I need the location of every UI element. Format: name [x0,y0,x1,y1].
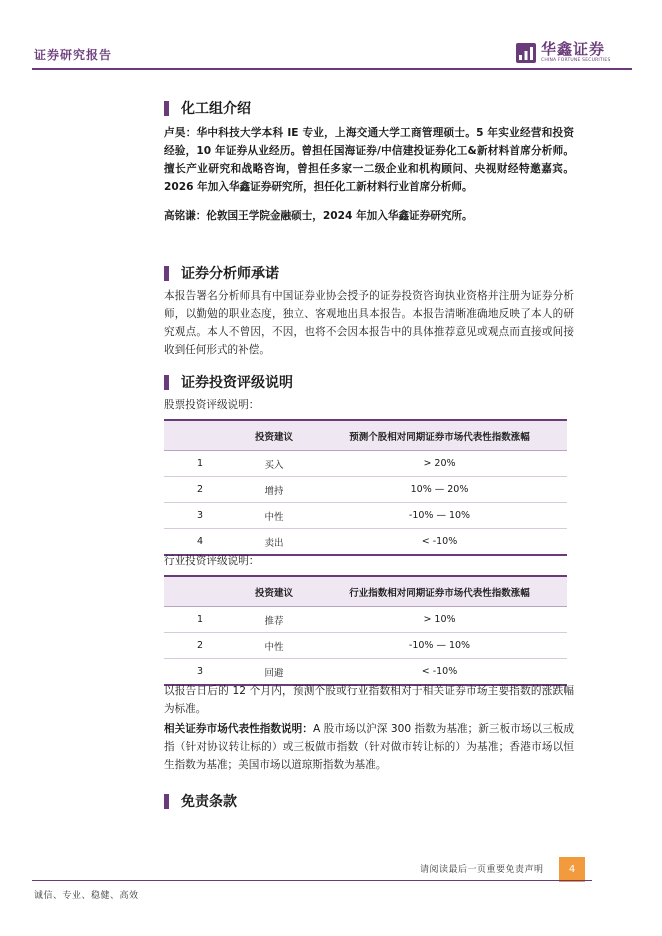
heading-bar-icon [164,101,169,116]
rating-range: > 20% [312,451,567,477]
rating-period-note: 以报告日后的 12 个月内，预测个股或行业指数相对于相关证券市场主要指数的涨跌幅为标准。 [164,685,574,715]
logo-chinese-name: 华鑫证券 [541,40,606,58]
rating-range: 10% — 20% [312,477,567,503]
disclaimer-section-heading [164,791,237,811]
member-bio-luhao [164,124,574,196]
heading-bar-icon [164,266,169,281]
index-explanation-label: 相关证券市场代表性指数说明： [164,723,313,735]
rating-label: 回避 [236,659,312,686]
table-header-cell [164,576,236,607]
rating-label: 中性 [236,633,312,659]
rating-label: 买入 [236,451,312,477]
logo-mark-icon [515,42,537,64]
rating-range: -10% — 10% [312,503,567,529]
heading-bar-icon [164,794,169,809]
row-index: 3 [164,659,236,686]
table-header-row [164,420,567,451]
stock-rating-label: 股票投资评级说明： [164,399,260,411]
table-header-cell: 投资建议 [236,420,312,451]
industry-rating-table [164,575,567,686]
rating-range: -10% — 10% [312,633,567,659]
member-name: 高铭谦： [164,210,207,222]
member-bio-gaomingqian [164,207,574,225]
stock-rating-table [164,419,567,556]
report-type-title: 证券研究报告 [34,48,113,62]
table-header-row [164,576,567,607]
commitment-heading-text: 证券分析师承诺 [181,266,279,282]
table-row [164,503,567,529]
rating-range: > 10% [312,607,567,633]
heading-bar-icon [164,375,169,390]
commitment-paragraph: 本报告署名分析师具有中国证券业协会授予的证券投资咨询执业资格并注册为证券分析师，以勤勉的职业态度，独立、客观地出具本报告。本报告清晰准确地反映了本人的研究观点。本人不曾因，不因，也将不会因本报告中的具体推荐意见或观点而直接或间接收到任何形式的补偿。 [164,290,574,356]
table-row [164,477,567,503]
rating-label: 卖出 [236,529,312,556]
table-header-cell [164,420,236,451]
row-index: 4 [164,529,236,556]
rating-range: < -10% [312,659,567,686]
disclaimer-heading-text: 免责条款 [181,794,237,810]
rating-label: 中性 [236,503,312,529]
table-header-cell: 行业指数相对同期证券市场代表性指数涨幅 [312,576,567,607]
rating-heading-text: 证券投资评级说明 [181,375,293,391]
rating-label: 推荐 [236,607,312,633]
header-divider [32,68,632,70]
member-bio-text: 伦敦国王学院金融硕士，2024 年加入华鑫证券研究所。 [206,210,473,222]
page-number: 4 [559,857,585,882]
member-bio-text: 华中科技大学本科 IE 专业，上海交通大学工商管理硕士。5 年实业经营和投资经验，10 年证券从业经历。曾担任国海证券/中信建投证券化工&新材料首席分析师。擅长产业研究和战略咨询，曾担任多家一二级企业和机构顾问、央视财经特邀嘉宾。2026 年加入华鑫证券研究所，担任化工新材料行业首席分析师。 [164,127,574,193]
member-name: 卢昊： [164,127,197,139]
table-row [164,451,567,477]
footer-divider [32,880,592,881]
index-explanation-text: A 股市场以沪深 300 指数为基准；新三板市场以三板成指（针对协议转让标的）或三板做市指数（针对做市转让标的）为基准；香港市场以恒生指数为基准；美国市场以道琼斯指数为基准。 [164,723,574,771]
row-index: 1 [164,451,236,477]
rating-label: 增持 [236,477,312,503]
rating-section-heading [164,372,293,392]
table-row [164,607,567,633]
rating-range: < -10% [312,529,567,556]
row-index: 1 [164,607,236,633]
team-heading-text: 化工组介绍 [181,101,251,117]
index-explanation [164,720,574,774]
commitment-section-heading [164,263,279,283]
team-section-heading [164,98,251,118]
logo-english-name: CHINA FORTUNE SECURITIES [541,58,611,63]
table-header-cell: 投资建议 [236,576,312,607]
company-logo [515,41,611,64]
company-slogan: 诚信、专业、稳健、高效 [34,891,139,901]
table-header-cell: 预测个股相对同期证券市场代表性指数涨幅 [312,420,567,451]
industry-rating-label: 行业投资评级说明： [164,555,260,567]
row-index: 2 [164,477,236,503]
row-index: 2 [164,633,236,659]
row-index: 3 [164,503,236,529]
table-row [164,633,567,659]
disclaimer-reminder: 请阅读最后一页重要免责声明 [420,865,544,875]
